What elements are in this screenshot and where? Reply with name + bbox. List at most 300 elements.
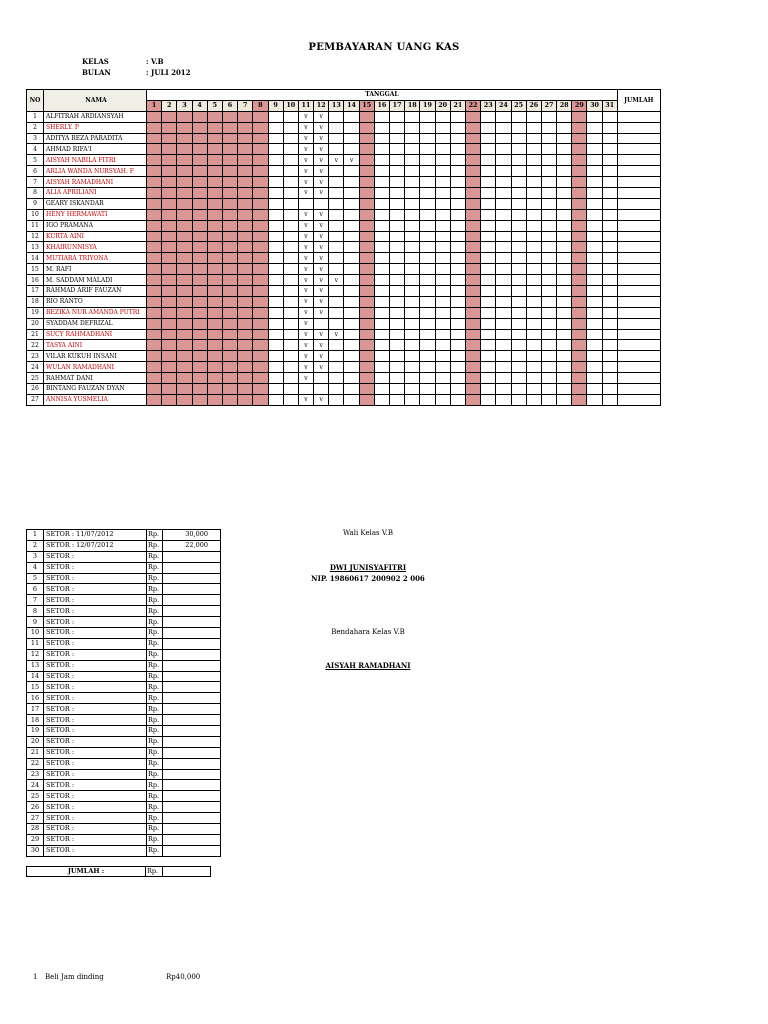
- day-cell-31: [602, 351, 617, 362]
- day-cell-24: [496, 144, 511, 155]
- row-jumlah: [617, 155, 660, 166]
- day-cell-6: [222, 253, 237, 264]
- table-row: [27, 318, 661, 329]
- day-cell-25: [511, 111, 526, 122]
- row-jumlah: [617, 177, 660, 188]
- row-jumlah: [617, 329, 660, 340]
- day-cell-23: [481, 198, 496, 209]
- day-cell-1: [147, 177, 162, 188]
- setor-row: [27, 682, 221, 693]
- day-cell-23: [481, 220, 496, 231]
- day-cell-18: [405, 220, 420, 231]
- day-cell-22: [465, 296, 480, 307]
- day-cell-15: [359, 242, 374, 253]
- setor-rp: Rp.: [147, 845, 163, 856]
- day-cell-22: [465, 198, 480, 209]
- day-cell-2: [162, 373, 177, 384]
- day-cell-28: [557, 296, 572, 307]
- row-no: 7: [27, 177, 44, 188]
- day-cell-19: [420, 188, 435, 199]
- day-cell-3: [177, 351, 192, 362]
- day-cell-10: [283, 275, 298, 286]
- day-cell-3: [177, 231, 192, 242]
- day-cell-17: [390, 111, 405, 122]
- day-cell-13: [329, 133, 344, 144]
- day-cell-25: [511, 307, 526, 318]
- row-no: 10: [27, 209, 44, 220]
- day-cell-10: [283, 296, 298, 307]
- setor-rp: Rp.: [147, 813, 163, 824]
- day-cell-25: [511, 275, 526, 286]
- setor-label: SETOR :: [44, 736, 147, 747]
- day-cell-26: [526, 122, 541, 133]
- row-jumlah: [617, 198, 660, 209]
- setor-rp: Rp.: [147, 834, 163, 845]
- day-cell-15: [359, 264, 374, 275]
- day-cell-3: [177, 307, 192, 318]
- day-cell-13: v: [329, 155, 344, 166]
- day-cell-23: [481, 373, 496, 384]
- day-cell-13: [329, 188, 344, 199]
- day-cell-1: [147, 166, 162, 177]
- setor-row: [27, 540, 221, 551]
- setor-rp: Rp.: [147, 802, 163, 813]
- day-cell-20: [435, 362, 450, 373]
- setor-rp: Rp.: [147, 758, 163, 769]
- row-no: 12: [27, 231, 44, 242]
- day-header-9: 9: [268, 100, 283, 111]
- day-cell-26: [526, 198, 541, 209]
- setor-row: [27, 802, 221, 813]
- day-cell-23: [481, 122, 496, 133]
- day-cell-21: [450, 209, 465, 220]
- setor-no: 8: [27, 606, 44, 617]
- row-no: 14: [27, 253, 44, 264]
- day-cell-19: [420, 394, 435, 405]
- table-row: [27, 373, 661, 384]
- row-no: 27: [27, 394, 44, 405]
- day-cell-28: [557, 242, 572, 253]
- day-cell-2: [162, 122, 177, 133]
- day-cell-31: [602, 231, 617, 242]
- day-cell-30: [587, 329, 602, 340]
- day-cell-8: [253, 351, 268, 362]
- day-cell-16: [374, 166, 389, 177]
- day-cell-4: [192, 209, 207, 220]
- day-cell-23: [481, 362, 496, 373]
- setor-amount: [163, 649, 221, 660]
- day-cell-4: [192, 351, 207, 362]
- day-cell-22: [465, 394, 480, 405]
- day-cell-26: [526, 220, 541, 231]
- wali-nip: NIP. 19860617 200902 2 006: [311, 574, 425, 583]
- row-name: AISYAH RAMADHANI: [44, 177, 147, 188]
- day-cell-18: [405, 275, 420, 286]
- row-name: RAHMAT DANI: [44, 373, 147, 384]
- day-cell-2: [162, 144, 177, 155]
- setor-no: 6: [27, 584, 44, 595]
- day-cell-25: [511, 264, 526, 275]
- day-cell-24: [496, 296, 511, 307]
- day-cell-18: [405, 296, 420, 307]
- row-name: ADITYA REZA PARADITA: [44, 133, 147, 144]
- row-name: KURTA AINI: [44, 231, 147, 242]
- day-cell-3: [177, 318, 192, 329]
- row-name: RIO RANTO: [44, 296, 147, 307]
- day-cell-10: [283, 188, 298, 199]
- day-cell-7: [238, 318, 253, 329]
- day-cell-25: [511, 209, 526, 220]
- day-cell-20: [435, 122, 450, 133]
- day-cell-1: [147, 384, 162, 395]
- day-cell-15: [359, 166, 374, 177]
- day-cell-31: [602, 394, 617, 405]
- day-cell-29: [572, 111, 587, 122]
- setor-amount: [163, 769, 221, 780]
- total-table: [26, 866, 211, 877]
- day-cell-18: [405, 177, 420, 188]
- row-no: 13: [27, 242, 44, 253]
- day-cell-22: [465, 188, 480, 199]
- setor-label: SETOR :: [44, 573, 147, 584]
- setor-label: SETOR :: [44, 551, 147, 562]
- day-cell-31: [602, 329, 617, 340]
- day-cell-17: [390, 307, 405, 318]
- setor-no: 22: [27, 758, 44, 769]
- day-cell-7: [238, 177, 253, 188]
- day-cell-16: [374, 198, 389, 209]
- day-cell-4: [192, 318, 207, 329]
- setor-no: 27: [27, 813, 44, 824]
- day-cell-31: [602, 209, 617, 220]
- day-cell-25: [511, 133, 526, 144]
- day-cell-27: [541, 329, 556, 340]
- day-cell-10: [283, 384, 298, 395]
- day-cell-27: [541, 155, 556, 166]
- day-cell-7: [238, 329, 253, 340]
- row-no: 18: [27, 296, 44, 307]
- day-cell-27: [541, 351, 556, 362]
- day-cell-17: [390, 275, 405, 286]
- day-cell-14: [344, 220, 359, 231]
- table-row: [27, 122, 661, 133]
- day-cell-27: [541, 198, 556, 209]
- day-cell-6: [222, 373, 237, 384]
- day-cell-24: [496, 253, 511, 264]
- day-cell-22: [465, 253, 480, 264]
- day-cell-22: [465, 275, 480, 286]
- day-cell-11: v: [298, 329, 313, 340]
- day-cell-26: [526, 362, 541, 373]
- day-cell-7: [238, 394, 253, 405]
- day-cell-7: [238, 198, 253, 209]
- day-cell-27: [541, 296, 556, 307]
- day-cell-12: v: [314, 155, 329, 166]
- day-cell-30: [587, 155, 602, 166]
- table-row: [27, 307, 661, 318]
- day-cell-23: [481, 275, 496, 286]
- setor-row: [27, 747, 221, 758]
- row-no: 3: [27, 133, 44, 144]
- day-cell-7: [238, 351, 253, 362]
- table-row: [27, 111, 661, 122]
- day-cell-20: [435, 264, 450, 275]
- row-jumlah: [617, 209, 660, 220]
- setor-row: [27, 584, 221, 595]
- day-header-7: 7: [238, 100, 253, 111]
- setor-rp: Rp.: [147, 704, 163, 715]
- day-cell-16: [374, 318, 389, 329]
- day-cell-7: [238, 188, 253, 199]
- day-cell-14: [344, 133, 359, 144]
- day-cell-24: [496, 264, 511, 275]
- setor-label: SETOR :: [44, 758, 147, 769]
- day-cell-3: [177, 362, 192, 373]
- setor-amount: 22,000: [163, 540, 221, 551]
- day-cell-28: [557, 122, 572, 133]
- day-cell-23: [481, 296, 496, 307]
- day-header-10: 10: [283, 100, 298, 111]
- day-cell-19: [420, 220, 435, 231]
- day-cell-30: [587, 198, 602, 209]
- table-row: [27, 188, 661, 199]
- day-cell-8: [253, 177, 268, 188]
- day-cell-26: [526, 209, 541, 220]
- day-cell-4: [192, 220, 207, 231]
- setor-no: 18: [27, 715, 44, 726]
- day-cell-29: [572, 362, 587, 373]
- setor-rp: Rp.: [147, 736, 163, 747]
- day-cell-6: [222, 242, 237, 253]
- day-cell-5: [207, 351, 222, 362]
- day-cell-29: [572, 384, 587, 395]
- day-cell-2: [162, 177, 177, 188]
- day-cell-24: [496, 351, 511, 362]
- row-no: 8: [27, 188, 44, 199]
- day-header-24: 24: [496, 100, 511, 111]
- day-cell-22: [465, 209, 480, 220]
- day-cell-3: [177, 242, 192, 253]
- setor-rp: Rp.: [147, 628, 163, 639]
- day-cell-22: [465, 177, 480, 188]
- day-cell-26: [526, 188, 541, 199]
- day-cell-25: [511, 318, 526, 329]
- setor-amount: [163, 813, 221, 824]
- day-cell-28: [557, 318, 572, 329]
- day-cell-9: [268, 253, 283, 264]
- day-cell-30: [587, 242, 602, 253]
- day-cell-14: [344, 362, 359, 373]
- day-cell-20: [435, 198, 450, 209]
- day-cell-11: v: [298, 166, 313, 177]
- setor-row: [27, 638, 221, 649]
- day-cell-8: [253, 231, 268, 242]
- day-cell-16: [374, 242, 389, 253]
- row-name: AHMAD RIFA'I: [44, 144, 147, 155]
- day-cell-16: [374, 296, 389, 307]
- day-cell-26: [526, 242, 541, 253]
- day-cell-2: [162, 296, 177, 307]
- day-cell-27: [541, 242, 556, 253]
- day-cell-18: [405, 264, 420, 275]
- day-cell-21: [450, 394, 465, 405]
- row-name: ALFITRAH ARDIANSYAH: [44, 111, 147, 122]
- day-cell-27: [541, 275, 556, 286]
- setor-no: 16: [27, 693, 44, 704]
- day-cell-2: [162, 220, 177, 231]
- day-cell-10: [283, 264, 298, 275]
- day-cell-30: [587, 166, 602, 177]
- day-cell-6: [222, 188, 237, 199]
- day-cell-16: [374, 133, 389, 144]
- day-cell-8: [253, 166, 268, 177]
- day-cell-20: [435, 144, 450, 155]
- table-row: [27, 133, 661, 144]
- day-cell-6: [222, 296, 237, 307]
- day-cell-25: [511, 286, 526, 297]
- day-cell-10: [283, 177, 298, 188]
- setor-amount: [163, 726, 221, 737]
- day-cell-30: [587, 351, 602, 362]
- day-header-4: 4: [192, 100, 207, 111]
- day-cell-28: [557, 340, 572, 351]
- day-cell-13: [329, 384, 344, 395]
- total-rp: Rp.: [146, 867, 163, 877]
- day-cell-3: [177, 220, 192, 231]
- day-cell-11: v: [298, 275, 313, 286]
- day-cell-5: [207, 296, 222, 307]
- setor-row: [27, 769, 221, 780]
- day-cell-1: [147, 340, 162, 351]
- day-cell-25: [511, 188, 526, 199]
- day-cell-28: [557, 384, 572, 395]
- day-cell-11: v: [298, 307, 313, 318]
- row-no: 2: [27, 122, 44, 133]
- day-cell-24: [496, 111, 511, 122]
- day-cell-19: [420, 144, 435, 155]
- day-cell-31: [602, 166, 617, 177]
- setor-no: 5: [27, 573, 44, 584]
- setor-label: SETOR :: [44, 769, 147, 780]
- table-row: [27, 177, 661, 188]
- day-cell-14: [344, 351, 359, 362]
- day-cell-24: [496, 275, 511, 286]
- setor-amount: [163, 715, 221, 726]
- day-cell-9: [268, 329, 283, 340]
- day-cell-29: [572, 122, 587, 133]
- day-cell-21: [450, 362, 465, 373]
- day-cell-7: [238, 242, 253, 253]
- day-cell-1: [147, 188, 162, 199]
- day-cell-2: [162, 340, 177, 351]
- day-cell-18: [405, 253, 420, 264]
- day-cell-23: [481, 166, 496, 177]
- setor-rp: Rp.: [147, 726, 163, 737]
- day-cell-12: v: [314, 296, 329, 307]
- expense-no: 1: [33, 973, 38, 981]
- day-cell-1: [147, 122, 162, 133]
- setor-label: SETOR :: [44, 628, 147, 639]
- day-cell-22: [465, 166, 480, 177]
- setor-no: 14: [27, 671, 44, 682]
- day-cell-12: [314, 384, 329, 395]
- day-cell-21: [450, 144, 465, 155]
- table-row: [27, 253, 661, 264]
- setor-label: SETOR :: [44, 813, 147, 824]
- day-cell-14: [344, 166, 359, 177]
- day-cell-15: [359, 122, 374, 133]
- day-cell-17: [390, 188, 405, 199]
- day-cell-18: [405, 122, 420, 133]
- day-cell-19: [420, 296, 435, 307]
- day-cell-24: [496, 362, 511, 373]
- setor-label: SETOR :: [44, 638, 147, 649]
- day-cell-9: [268, 373, 283, 384]
- day-cell-31: [602, 111, 617, 122]
- day-cell-13: v: [329, 275, 344, 286]
- day-cell-16: [374, 340, 389, 351]
- day-cell-5: [207, 242, 222, 253]
- day-cell-16: [374, 177, 389, 188]
- day-cell-9: [268, 166, 283, 177]
- day-cell-24: [496, 177, 511, 188]
- day-cell-1: [147, 144, 162, 155]
- day-cell-15: [359, 275, 374, 286]
- row-jumlah: [617, 394, 660, 405]
- day-cell-23: [481, 351, 496, 362]
- setor-row: [27, 628, 221, 639]
- day-cell-18: [405, 231, 420, 242]
- day-cell-12: v: [314, 111, 329, 122]
- day-cell-5: [207, 253, 222, 264]
- day-cell-21: [450, 384, 465, 395]
- day-cell-2: [162, 253, 177, 264]
- day-cell-22: [465, 122, 480, 133]
- day-cell-5: [207, 122, 222, 133]
- setor-amount: [163, 638, 221, 649]
- day-cell-17: [390, 166, 405, 177]
- setor-no: 21: [27, 747, 44, 758]
- day-cell-23: [481, 318, 496, 329]
- setor-rp: Rp.: [147, 682, 163, 693]
- setor-label: SETOR :: [44, 824, 147, 835]
- day-cell-16: [374, 122, 389, 133]
- day-cell-3: [177, 133, 192, 144]
- setor-row: [27, 649, 221, 660]
- day-cell-22: [465, 286, 480, 297]
- day-cell-8: [253, 394, 268, 405]
- day-cell-17: [390, 209, 405, 220]
- day-cell-20: [435, 329, 450, 340]
- day-cell-28: [557, 264, 572, 275]
- day-cell-5: [207, 198, 222, 209]
- day-cell-6: [222, 177, 237, 188]
- day-cell-14: [344, 307, 359, 318]
- row-jumlah: [617, 253, 660, 264]
- day-cell-5: [207, 384, 222, 395]
- setor-no: 23: [27, 769, 44, 780]
- table-row: [27, 198, 661, 209]
- table-row: [27, 155, 661, 166]
- day-cell-18: [405, 351, 420, 362]
- day-cell-28: [557, 209, 572, 220]
- day-cell-30: [587, 253, 602, 264]
- day-cell-16: [374, 220, 389, 231]
- setor-row: [27, 715, 221, 726]
- day-cell-11: v: [298, 351, 313, 362]
- day-cell-12: v: [314, 394, 329, 405]
- day-cell-5: [207, 264, 222, 275]
